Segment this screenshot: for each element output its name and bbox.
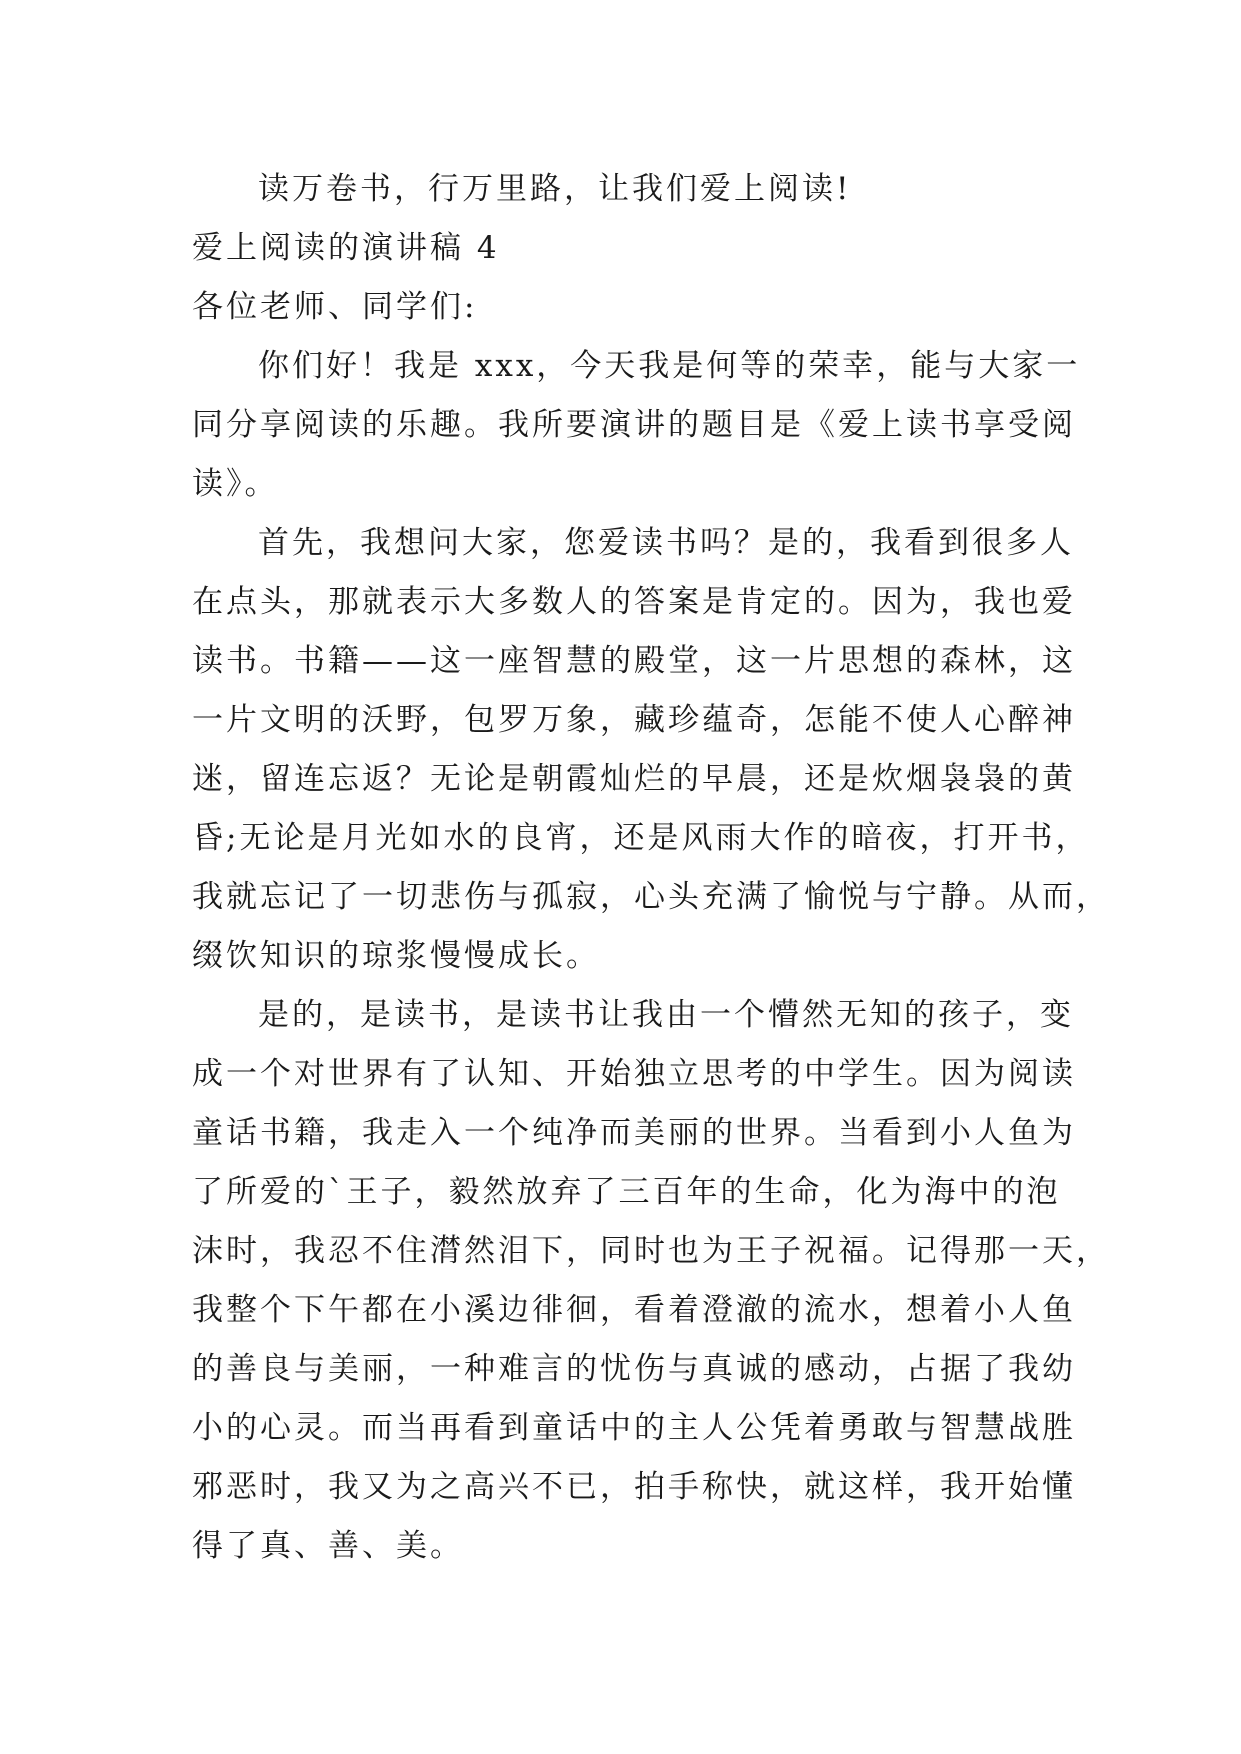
- paragraph-books: [192, 514, 1110, 986]
- intro-paragraph: [192, 160, 1052, 219]
- paragraph-line: 得了真、善、美。: [192, 1528, 464, 1564]
- paragraph-line: 我整个下午都在小溪边徘徊，看着澄澈的流水，想着小人鱼: [192, 1292, 1076, 1328]
- paragraph-line: 我就忘记了一切悲伤与孤寂，心头充满了愉悦与宁静。从而，: [192, 879, 1110, 915]
- paragraph-line: 缀饮知识的琼浆慢慢成长。: [192, 938, 600, 974]
- paragraph-fairy-tales: [192, 986, 1110, 1576]
- paragraph-line: 一片文明的沃野，包罗万象，藏珍蕴奇，怎能不使人心醉神: [192, 702, 1076, 738]
- paragraph-line: 小的心灵。而当再看到童话中的主人公凭着勇敢与智慧战胜: [192, 1410, 1076, 1446]
- paragraph-line: 沫时，我忍不住潸然泪下，同时也为王子祝福。记得那一天，: [192, 1233, 1110, 1269]
- paragraph-line: 读书。书籍——这一座智慧的殿堂，这一片思想的森林，这: [192, 643, 1076, 679]
- paragraph-line: 同分享阅读的乐趣。我所要演讲的题目是《爱上读书享受阅: [192, 407, 1076, 443]
- salutation: [192, 278, 1052, 337]
- paragraph-line: 是的，是读书，是读书让我由一个懵然无知的孩子，变: [258, 997, 1074, 1033]
- paragraph-line: 在点头，那就表示大多数人的答案是肯定的。因为，我也爱: [192, 584, 1076, 620]
- paragraph-line: 迷，留连忘返？无论是朝霞灿烂的早晨，还是炊烟袅袅的黄: [192, 761, 1076, 797]
- paragraph-line: 的善良与美丽，一种难言的忧伤与真诚的感动，占据了我幼: [192, 1351, 1076, 1387]
- document-body: [192, 160, 1110, 1576]
- paragraph-greeting: [192, 337, 1081, 514]
- speech-title: [192, 219, 1052, 278]
- salutation-text: 各位老师、同学们:: [192, 289, 478, 325]
- paragraph-line: 首先，我想问大家，您爱读书吗？是的，我看到很多人: [258, 525, 1074, 561]
- paragraph-line: 读》。: [192, 466, 279, 502]
- paragraph-line: 邪恶时，我又为之高兴不已，拍手称快，就这样，我开始懂: [192, 1469, 1076, 1505]
- paragraph-line: 昏;无论是月光如水的良宵，还是风雨大作的暗夜，打开书，: [192, 820, 1090, 856]
- paragraph-line: 成一个对世界有了认知、开始独立思考的中学生。因为阅读: [192, 1056, 1076, 1092]
- speech-title-text: 爱上阅读的演讲稿 4: [192, 230, 500, 266]
- paragraph-line: 你们好！我是 xxx，今天我是何等的荣幸，能与大家一: [258, 348, 1081, 384]
- intro-line: 读万卷书，行万里路，让我们爱上阅读!: [258, 171, 852, 207]
- paragraph-line: 童话书籍，我走入一个纯净而美丽的世界。当看到小人鱼为: [192, 1115, 1076, 1151]
- paragraph-line: 了所爱的`王子，毅然放弃了三百年的生命，化为海中的泡: [192, 1174, 1061, 1210]
